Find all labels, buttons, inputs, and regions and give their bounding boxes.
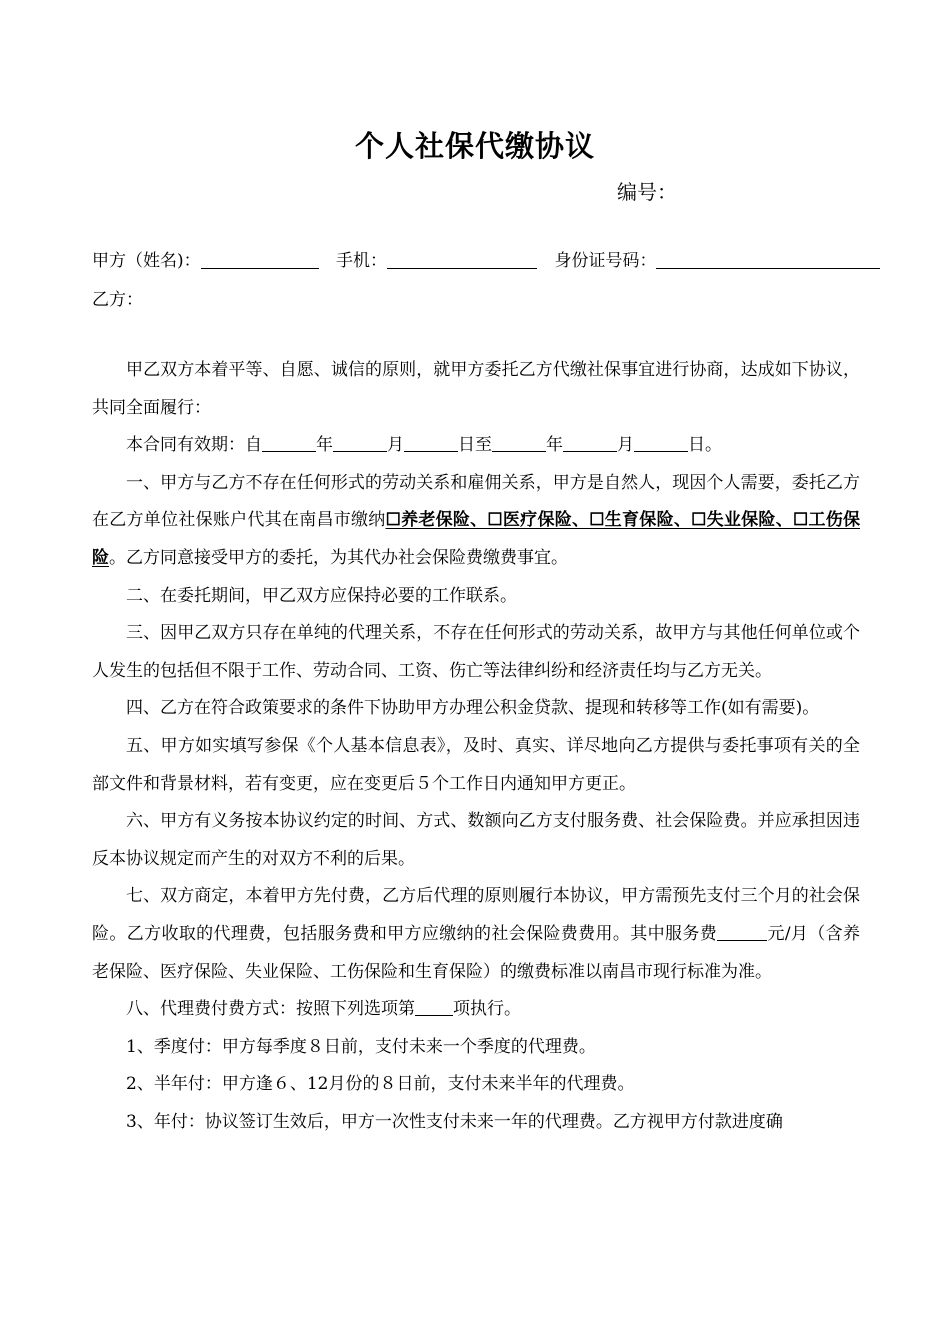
party-fields-row <box>92 246 880 271</box>
id-number-field[interactable] <box>656 250 880 269</box>
intro-paragraph: 甲乙双方本着平等、自愿、诚信的原则，就甲方委托乙方代缴社保事宜进行协商，达成如下协议，共同全面履行： <box>92 360 860 418</box>
end-year-field[interactable] <box>492 435 546 452</box>
validity-clause: 本合同有效期：自 年 月 日至 年 月 日。 <box>126 435 722 456</box>
phone-label: 手机： <box>336 251 388 271</box>
payment-option-3: 3、年付：协议签订生效后，甲方一次性支付未来一年的代理费。乙方视甲方付款进度确 <box>126 1111 783 1132</box>
start-day-field[interactable] <box>404 435 458 452</box>
agreement-body <box>92 352 860 1141</box>
document-title: 个人社保代缴协议 <box>354 129 595 163</box>
service-fee-field[interactable] <box>717 924 767 941</box>
party-a-name-label: 甲方（姓名)： <box>92 251 201 271</box>
clause-8: 八、代理费付费方式：按照下列选项第 项执行。 <box>126 999 521 1020</box>
party-b-label: 乙方： <box>92 290 143 310</box>
phone-field[interactable] <box>387 250 537 269</box>
clause-1: 一、甲方与乙方不存在任何形式的劳动关系和雇佣关系，甲方是自然人，现因个人需要，委托乙方在乙方单位社保账户代其在南昌市缴纳☐养老保险、☐医疗保险、☐生育保险、☐失业保险、☐工伤保险。乙方同意接受甲方的委托，为其代办社会保险费缴费事宜。 <box>92 472 861 568</box>
start-month-field[interactable] <box>333 435 387 452</box>
clause-6: 六、甲方有义务按本协议约定的时间、方式、数额向乙方支付服务费、社会保险费。并应承担因违反本协议规定而产生的对双方不利的后果。 <box>92 811 860 869</box>
payment-option-2: 2、半年付：甲方逢６、12月份的８日前，支付未来半年的代理费。 <box>126 1074 635 1095</box>
end-month-field[interactable] <box>563 435 617 452</box>
clause-2: 二、在委托期间，甲乙双方应保持必要的工作联系。 <box>126 585 517 606</box>
serial-number-label: 编号： <box>617 180 677 204</box>
id-number-label: 身份证号码： <box>554 251 657 271</box>
clause-7: 七、双方商定，本着甲方先付费，乙方后代理的原则履行本协议，甲方需预先支付三个月的社会保险。乙方收取的代理费，包括服务费和甲方应缴纳的社会保险费费用。其中服务费 元/月（含养老保险、医疗保险、失业保险、工伤保险和生育保险）的缴费标准以南昌市现行标准为准。 <box>92 886 861 982</box>
insurance-checkbox-options[interactable]: ☐养老保险、☐医疗保险、☐生育保险、☐失业保险、☐工伤保险 <box>92 510 861 568</box>
payment-option-field[interactable] <box>415 999 453 1016</box>
clause-3: 三、因甲乙双方只存在单纯的代理关系，不存在任何形式的劳动关系，故甲方与其他任何单位或个人发生的包括但不限于工作、劳动合同、工资、伤亡等法律纠纷和经济责任均与乙方无关。 <box>92 623 860 681</box>
payment-option-1: 1、季度付：甲方每季度８日前，支付未来一个季度的代理费。 <box>126 1036 596 1057</box>
clause-4: 四、乙方在符合政策要求的条件下协助甲方办理公积金贷款、提现和转移等工作(如有需要)。 <box>126 698 820 719</box>
start-year-field[interactable] <box>262 435 316 452</box>
party-a-name-field[interactable] <box>201 250 319 269</box>
clause-5: 五、甲方如实填写参保《个人基本信息表》，及时、真实、详尽地向乙方提供与委托事项有关的全部文件和背景材料，若有变更，应在变更后５个工作日内通知甲方更正。 <box>92 735 860 794</box>
end-day-field[interactable] <box>634 435 688 452</box>
